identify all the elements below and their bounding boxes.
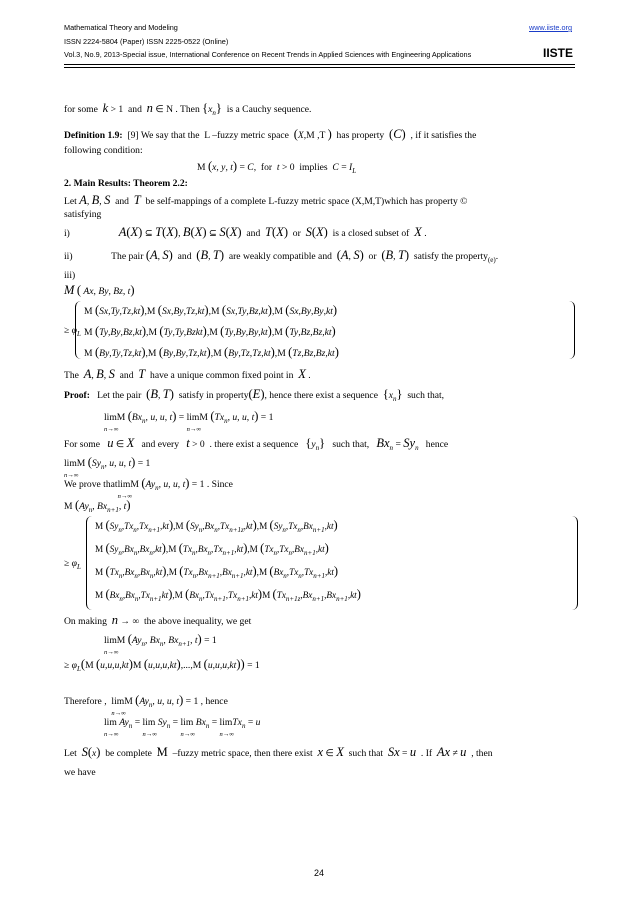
cauchy-line: for some k > 1 and n ∈ N . Then $\{x_n\}$ is a Cauchy sequence. (64, 101, 312, 117)
limit-eq-1: lim n→∞ M ($Bx_n$, u, u, t) = lim n→∞ M ($Tx_n$, u, u, t) = 1 (104, 409, 274, 433)
journal-url-link[interactable]: www.iiste.org (529, 23, 572, 32)
matrix1-row1: M (Sx,Ty,Tz,kt),M (Sx,By,Tz,kt),M (Sx,Ty,Bz,kt),M (Sx,By,By,kt) (84, 303, 338, 317)
matrix2-row2: M $(Sy_n,Bx_n,Bx_n,kt),M$ $(Tx_n,Bx_n,Tx_{n+1},kt),M$ $(Tx_n,Tx_n,Bx_{n+1},kt)$ (95, 541, 329, 557)
issn-line: ISSN 2224-5804 (Paper) ISSN 2225-0522 (Online) (64, 37, 229, 46)
limit-eq-4: lim n→∞ $Ay_n = \lim$ n→∞ $Sy_n = \lim$ n→∞ $Bx_n = \lim$ n→∞ $Tx_n = u$ (104, 717, 261, 738)
item-i: i) A(X) ⊆ T(X), B(X) ⊆ S(X) and T(X) or S(X) is a closed subset of X . (64, 225, 427, 239)
item-ii: ii) The pair (A, S) and (B, T) are weakly compatible and (A, S) or (B, T) satisfy the property$_{(e)}$. (64, 248, 499, 264)
header-rule (64, 64, 575, 65)
we-prove-line: We prove thatlim n→∞ M ($Ay_n$, u, u, t) = 1 . Since (64, 476, 233, 500)
section-title: 2. Main Results: Theorem 2.2: (64, 178, 188, 189)
matrix2-row3: M $(Tx_n,Bx_n,Bx_n,kt),M$ $(Tx_n,Bx_{n+1},Bx_{n+1},kt),M$ $(Bx_n,Tx_n,Tx_{n+1},kt)$ (95, 564, 339, 580)
proof-line: Proof: Let the pair (B, T) satisfy in property(E), hence there exist a sequence $\{x_n\}$ such that, (64, 387, 445, 403)
limit-eq-2: lim n→∞ M ($Sy_n$, u, u, t) = 1 (64, 455, 151, 479)
item-iii: iii) (64, 270, 76, 281)
conclusion-line: The A, B, S and T have a unique common fixed point in X . (64, 367, 311, 381)
we-have-line: we have (64, 767, 96, 778)
for-some-line: For some u ∈ X and every t > 0 . there exist a sequence $\{y_n\}$ such that, $Bx_n = Sy_n$ hence (64, 436, 449, 452)
limit-eq-3: lim n→∞ M ($Ay_n$, $Bx_n$, $Bx_{n+1}$, t) = 1 (104, 632, 217, 656)
since-lhs: M ($Ay_n$, $Bx_{n+1}$, t) (64, 498, 131, 514)
inequality-lhs: M ( Ax, By, Bz, t) (64, 283, 135, 297)
matrix2-row4: M $(Bx_n,Bx_n,Tx_{n+1}kt),M$ $(Bx_n,Tx_{n+1},Tx_{n+1},kt)M$ $(Tx_{n+1z},Bx_{n+1},Bx_{n+1},kt)$ (95, 587, 361, 603)
phi-symbol-2: ≥ $\varphi_L$ (64, 558, 81, 571)
definition-line-2: following condition: (64, 145, 143, 156)
phi-symbol-1: ≥ $\varphi_L$ (64, 325, 81, 338)
theorem-let-line: Let A, B, S and T be self-mappings of a complete L-fuzzy metric space (X,M,T)which has property © (64, 193, 468, 207)
satisfying-line: satisfying (64, 209, 102, 220)
let-s-line: Let S(x) be complete M –fuzzy metric space, then there exist x ∈ X such that Sx = u . If Ax ≠ u , then (64, 745, 493, 759)
volume-line: Vol.3, No.9, 2013-Special issue, International Conference on Recent Trends in Applied Sciences with Engineering Applications (64, 50, 472, 59)
therefore-line: Therefore , lim n→∞ M ($Ay_n$, u, u, t) = 1 , hence (64, 693, 228, 717)
phi-bound: ≥ $\varphi_L(M$ (u,u,u,kt)M (u,u,u,kt),...,M (u,u,u,kt)) = 1 (64, 657, 260, 673)
definition-condition: M (x, y, t) = C, for t > 0 implies $C = I_L$ (197, 159, 357, 175)
journal-title: Mathematical Theory and Modeling (64, 23, 178, 32)
page-number: 24 (313, 868, 324, 878)
matrix2-row1: M $(Sy_n,Tx_n,Tx_{n+1},kt),M$ $(Sy_n,Bx_n,Tx_{n+1z},kt),M$ $(Sy_n,Tx_n,Bx_{n+1},kt)$ (95, 518, 338, 534)
on-making-line: On making n → ∞ the above inequality, we get (64, 613, 252, 627)
header-rule-thin (64, 67, 575, 68)
iiste-logo (540, 41, 576, 63)
matrix1-row3: M (By,Ty,Tz,kt),M (By,By,Tz,kt),M (By,Tz,Tz,kt),M (Tz,Bz,Bz,kt) (84, 345, 339, 359)
definition-1-9: Definition 1.9: [9] We say that the L –fuzzy metric space (X,M ,T ) has property (C) , if it satisfies the (64, 127, 477, 141)
logo-text: IISTE (542, 46, 574, 60)
matrix1-row2: M (Ty,By,Bz,kt),M (Ty,Ty,Bzkt),M (Ty,By,By,kt),M (Ty,Bz,Bz,kt) (84, 324, 336, 338)
